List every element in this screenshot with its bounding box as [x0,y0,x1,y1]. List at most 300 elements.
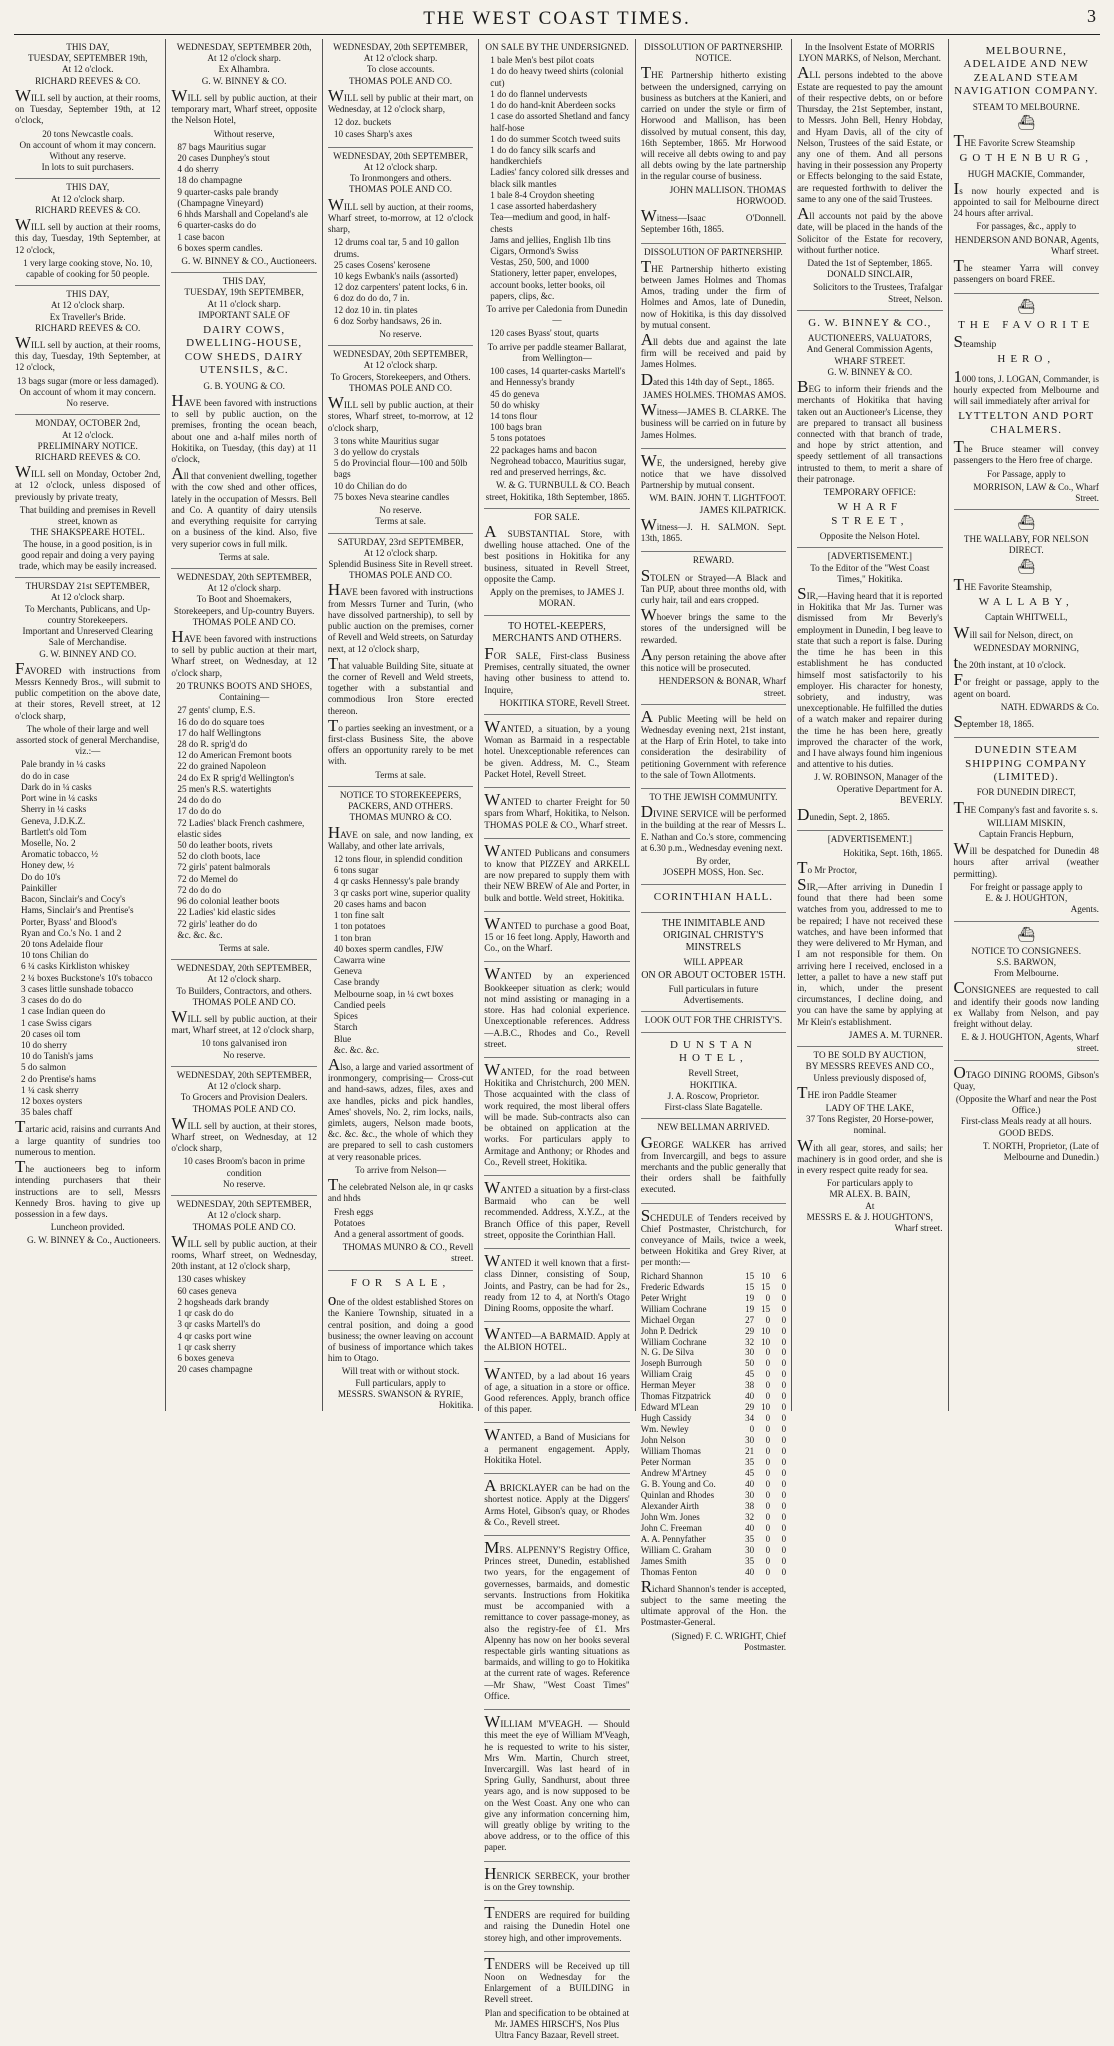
text-line: TO HOTEL-KEEPERS, MERCHANTS AND OTHERS. [492,620,622,644]
list-item: 17 do half Wellingtons [177,727,261,738]
text-line: To arrive per paddle steamer Ballarat, from Wellington— [487,341,627,363]
list-item: 20 cases Dunphey's stout [177,152,270,163]
text-line: HAVE been favored with instructions to sell by public auction, on the premises, fronting the ocean beach, about one and a-half miles north of Hokitika, on Tuesday, (this day) at 11 o'clock, [171,390,317,464]
text-line: NOTICE TO STOREKEEPERS, PACKERS, AND OTHERS. [339,789,462,812]
text-line: On account of whom it may concern. [19,386,156,397]
text-line: PRELIMINARY NOTICE. [37,440,138,451]
text-line: JOSEPH MOSS, Hon. Sec. [663,867,764,878]
text-line: HENRICK SERBECK, your brother is on the Grey township. [484,1863,630,1892]
tender-amount: 0 [781,1435,787,1446]
advertisement [641,552,786,704]
list-item: 6 doz Sorby handsaws, 26 in. [333,315,442,326]
tender-amount: 30 [745,1490,755,1501]
tender-name: William Thomas [640,1446,701,1457]
text-line: WILL sell by public auction, at their rooms, Wharf street, on Wednesday, 20th instant, at 12 o'clock sharp, [171,1231,317,1272]
advertisement [171,273,316,569]
list-item: 72 do Memel do [177,873,238,884]
advertisement [641,244,786,449]
advertisement [797,311,942,549]
text-line: ON SALE BY THE UNDERSIGNED. [485,42,629,52]
list-item: 27 gents' clump, E.S. [177,705,256,716]
list-item: And a general assortment of goods. [333,1229,464,1239]
list-item: 1 do do summer Scotch tweed suits [490,133,621,144]
list-item: Cawarra wine [333,954,386,965]
list-item: 130 cases whiskey [177,1274,246,1285]
masthead [14,0,1100,35]
list-item: 100 bags bran [490,422,542,433]
text-line: G. W. BINNEY & CO., Auctioneers. [181,255,317,266]
tender-name: Joseph Burrough [640,1358,702,1369]
item-list [484,55,629,302]
tender-name: John Wm. Jones [640,1512,700,1522]
tender-amount: 15 [761,1303,771,1314]
text-line: DAIRY COWS, DWELLING-HOUSE, COW SHEDS, DAIRY UTENSILS, &C. [184,324,304,377]
tender-name: Alexander Airth [640,1501,699,1512]
text-line: CONSIGNEES are requested to call and identify their goods now landing ex Wallaby from Nelson, and pay freight without delay. [953,978,1099,1029]
text-line: Agents. [1070,904,1099,915]
text-line: HOKITIKA. [689,1079,737,1090]
text-line: FOR DUNEDIN DIRECT, [976,787,1076,798]
text-line: The celebrated Nelson ale, in qr casks and hhds [327,1175,474,1204]
list-item: 1 case Indian queen do [21,1006,106,1017]
tender-amount: 0 [765,1512,771,1522]
text-line: MESSRS E. & J. HOUGHTON'S, [806,1211,933,1222]
tender-amount: 10 [761,1402,771,1413]
text-line: WILL APPEAR [683,956,744,967]
tender-amount: 10 [761,1270,771,1281]
text-line: STOLEN or Strayed—A Black and Tan PUP, about three months old, with curly hair, tail and ears cropped. [640,565,787,605]
list-item: 10 do Chilian do do [333,480,407,491]
text-line: WILL sell by auction, at their rooms, on Tuesday, September 19th, at 12 o'clock, [15,85,161,126]
text-line: WEDNESDAY, 20th SEPTEMBER, [333,150,468,161]
text-line: Opposite the Nelson Hotel. [819,531,920,542]
list-item: 1 ton bran [333,932,372,943]
text-line: WILL sell by auction, at their rooms, Wharf street, to-morrow, at 12 o'clock sharp, [327,194,474,235]
list-item: 22 packages hams and bacon [490,444,597,455]
text-line: WILL sell by public auction, at their mart, Wharf street, at 12 o'clock sharp, [171,1007,317,1036]
advertisement [484,1249,629,1322]
list-item: Geneva, J.D.K.Z. [21,815,86,826]
text-line: Captain WHITWELL, [984,612,1068,623]
text-line: DONALD SINCLAIR, [826,269,913,280]
text-line: No reserve. [222,1049,266,1060]
text-line: The steamer Yarra will convey passengers on board FREE. [953,256,1099,285]
advertisement [641,885,786,913]
list-item: 4 do sherry [177,164,219,175]
text-line: Is now hourly expected and is appointed to sail for Melbourne direct 24 hours after arrival. [953,178,1099,219]
text-line: Terms at sale. [375,769,426,780]
text-line: RICHARD REEVES & CO. [35,204,141,215]
text-line: WEDNESDAY MORNING, [973,642,1079,653]
tender-amount: 0 [765,1566,771,1577]
advertisement [484,1710,629,1862]
text-line: THIS DAY, [66,289,110,300]
text-line: To the Editor of the "West Coast Times," Hokitika. [810,562,930,584]
text-line: To Grocers and Provision Dealers. [180,1092,308,1103]
text-line: WILLIAM M'VEAGH. — Should this meet the eye of William M'Veagh, he is requested to write to his sister, Mrs Wm. Martin, Church street, Invercargill. Was last heard of in Spring Gully, Sandhurst, about three years ago, and is now supposed to be on the West Coast. Any one who can give any information concerning him, will greatly oblige by writing to the above address, or to the office of this paper. [484,1712,630,1853]
list-item: 5 do Provincial flour—100 and 50lb bags [333,458,468,480]
text-line: the 20th instant, at 10 o'clock. [953,653,1066,673]
advertisement [171,1067,316,1196]
text-line: G. B. YOUNG & CO. [203,380,285,391]
tender-amount: 10 [761,1336,771,1347]
list-item: 24 do do do [177,795,222,806]
advertisement [797,548,942,831]
text-line: For freight or passage apply to [969,881,1083,892]
list-item: 18 do champagne [177,175,243,186]
list-item: &c. &c. &c. [177,929,223,940]
list-item: 45 do geneva [490,388,540,399]
text-line: FOR SALE, [350,1276,451,1289]
tender-name: William Cochrane [640,1303,707,1314]
text-line: A Public Meeting will be held on Wednesday evening next, 21st instant, at the Harp of Erin Hotel, to take into consideration the desirability of petitioning Government with reference to the sale of Town Allotments. [640,706,787,780]
list-item: 6 boxes geneva [177,1352,235,1363]
table-row [641,1304,786,1315]
advertisement [954,39,1099,294]
text-line: WALLABY, [978,596,1074,608]
tender-name: Edward M'Lean [640,1402,699,1413]
tender-name: Peter Norman [640,1457,691,1468]
text-line: WEDNESDAY, 20th SEPTEMBER, [333,349,468,360]
text-line: At [865,1200,875,1211]
text-line: (Signed) F. C. WRIGHT, Chief Postmaster. [671,1630,787,1652]
list-item: 6 ¼ casks Kirkliston whiskey [21,961,130,972]
text-line: WANTED—A BARMAID. Apply at the ALBION HOTEL. [484,1324,630,1353]
text-line: On account of whom it may concern. [19,139,156,150]
tender-amount: 0 [781,1501,787,1512]
text-line: To Builders, Contractors, and others. [176,985,312,996]
list-item: 14 tons flour [490,411,538,421]
list-item: 2 hogsheads dark brandy [177,1296,270,1307]
advertisement [797,831,942,1047]
tender-amount: 29 [745,1325,755,1336]
table-row [641,1380,786,1391]
column-4 [479,39,635,2041]
text-line: BY MESSRS REEVES AND CO., [805,1061,934,1072]
item-list [15,759,160,1118]
text-line: Terms at sale. [375,516,426,527]
item-list [171,705,316,941]
list-item: Spices [333,1011,358,1022]
text-line: OTAGO DINING ROOMS, Gibson's Quay, [953,1062,1099,1091]
text-line: WILL sell by auction, at their stores, Wharf street, on Wednesday, at 12 o'clock sharp, [171,1113,317,1154]
text-line: CORINTHIAN HALL. [653,890,774,903]
tender-amount: 15 [745,1281,755,1292]
text-line: GEORGE WALKER has arrived from Invercargill, and begs to assure merchants and the public generally that their orders shall be faithfully executed. [640,1132,787,1195]
advertisement [328,534,473,787]
text-line: DISSOLUTION OF PARTNERSHIP. [644,246,783,257]
tender-amount: 0 [781,1446,787,1457]
text-line: GOOD BEDS. [998,1127,1054,1138]
advertisement [15,286,160,415]
advertisement [171,960,316,1067]
text-line: Steamship [953,332,997,351]
text-line: Will be despatched for Dunedin 48 hours after arrival (weather permitting). [953,839,1099,879]
tender-name: William C. Graham [640,1544,712,1555]
table-row [641,1523,786,1534]
item-list [171,1274,316,1375]
table-row [641,1413,786,1424]
text-line: THOMAS POLE AND CO. [192,1221,296,1232]
advertisement [328,346,473,533]
text-line: Terms at sale. [218,551,270,562]
tender-name: Wm. Newley [640,1424,689,1435]
text-line: TO THE JEWISH COMMUNITY. [649,792,778,803]
advertisement [328,787,473,1271]
text-line: No reserve. [66,398,109,409]
ship-icon: ⛴ [1017,516,1036,532]
list-item: Jams and jellies, English 1lb tins [490,234,611,245]
tender-amount: 32 [745,1512,755,1522]
tender-amount: 30 [745,1544,755,1555]
text-line: To close accounts. [366,64,435,75]
table-row [641,1402,786,1413]
list-item: 50 do leather boots, rivets [177,839,273,850]
advertisement [954,922,1099,1061]
text-line: To parties seeking an investment, or a first-class Business Site, the above offers an opportunity rarely to be met with. [327,715,474,767]
advertisement [641,913,786,1012]
list-item: do do in case [21,770,70,781]
list-item: 3 qr casks Martell's do [177,1319,261,1330]
advertisement [484,715,629,788]
text-line: FOR SALE. [534,511,580,522]
tender-amount: 30 [745,1435,755,1446]
text-line: TUESDAY, 19th SEPTEMBER, [184,287,304,298]
text-line: THE Favorite Screw Steamship [953,130,1075,150]
tender-name: John Nelson [640,1435,686,1446]
tender-amount: 0 [781,1281,787,1292]
list-item: 20 cases hams and bacon [333,898,427,909]
text-line: 20 TRUNKS BOOTS AND SHOES, [176,680,313,691]
text-line: Apply on the premises, to JAMES J. MORAN. [489,587,625,609]
table-row [641,1369,786,1380]
advertisement [15,39,160,179]
text-line: WILL sell by auction at their rooms, this day, Tuesday, 19th September, at 12 o'clock, [15,215,161,255]
text-line: W. & G. TURNBULL & CO. Beach street, Hokitika, 18th September, 1865. [485,480,630,502]
text-line: Without any reserve. [49,150,126,161]
text-line: No reserve. [379,329,422,340]
list-item: 6 quarter-casks do do [177,220,257,231]
text-line: LADY OF THE LAKE, [825,1102,914,1113]
advertisement [484,962,629,1058]
tender-name: Herman Meyer [640,1380,696,1391]
tender-amount: 34 [745,1413,755,1424]
tender-name: Thomas Fenton [640,1566,697,1577]
tender-name: Quinlan and Rhodes [640,1490,715,1501]
text-line: SIR,—After arriving in Dunedin I found that there had been some watches from you, addressed to me to be repaired; I have not received these watches, and have been informed that they were delivered to Mr Hyman, and I am not responsible for them. On arriving here I received, enclosed in a letter, a pallet to have a new staff put in, which, under the present circumstances, I decline doing, and you can have the same by applying at Mr Klein's establishment. [797,875,943,1027]
list-item: Negrohead tobacco, Mauritius sugar, red and preserved herrings, &c. [490,455,626,478]
text-line: WANTED, by a lad about 16 years of age, a situation in a store or office. Good references. Apply, branch office of this paper. [484,1363,630,1415]
advertisement [484,39,629,509]
table-row [641,1315,786,1326]
list-item: Stationery, letter paper, envelopes, account books, letter books, oil papers, clips, &c. [490,268,617,301]
text-line: HOKITIKA STORE, Revell Street. [499,697,630,708]
list-item: 120 cases Byass' stout, quarts [490,328,599,339]
text-line: THOMAS POLE AND CO. [192,1103,296,1114]
list-item: 1 bale 8-4 Croydon sheeting [490,189,595,200]
item-list [328,1207,473,1241]
text-line: Ex Traveller's Bride. [49,311,126,322]
advertisement [641,449,786,553]
table-row [641,1358,786,1369]
column-3 [323,39,479,1411]
list-item: Blue [333,1033,352,1044]
tender-amount: 0 [781,1479,787,1490]
list-item: 12 do American Fremont boots [177,750,292,761]
text-line: NOTICE TO CONSIGNEES. [971,945,1082,956]
tender-amount: 0 [765,1501,771,1512]
column-2 [166,39,322,1411]
tender-amount: 0 [765,1435,771,1446]
tender-amount: 27 [745,1314,755,1325]
list-item: Aromatic tobacco, ½ [21,849,99,860]
text-line: TEMPORARY OFFICE: [823,487,916,498]
list-item: Hams, Sinclair's and Prentise's [21,905,134,916]
advertisement [484,788,629,839]
text-line: G. W. BINNEY & Co., Auctioneers. [27,1235,161,1246]
list-item: 6 boxes sperm candles. [177,242,263,253]
text-line: Important and Unreserved Clearing Sale of Merchandise. [22,626,153,648]
tender-name: John C. Freeman [640,1522,702,1533]
table-row [641,1457,786,1468]
text-line: THURSDAY 21st SEPTEMBER, [25,581,150,592]
table-row [641,1282,786,1293]
text-line: WILL sell by public auction, at their temporary mart, Wharf street, opposite the Nelson Hotel, [171,85,317,126]
advertisement [484,616,629,715]
text-line: From Melbourne. [993,968,1059,979]
text-line: WANTED a situation by a first-class Barmaid who can be well recommended. Address, X.Y.Z., at the Branch Office of this paper, Revell street, opposite the Corinthian Hall. [484,1177,630,1240]
text-line: Captain Francis Hepburn, [978,829,1074,840]
tender-amount: 0 [765,1413,771,1424]
tender-amount: 32 [745,1336,755,1347]
text-line: GOTHENBURG, [959,152,1093,165]
text-line: Will treat with or without stock. [341,1366,460,1377]
text-line: Full particulars, apply to [355,1377,446,1388]
text-line: TO BE SOLD BY AUCTION, [813,1050,927,1061]
text-line: WANTED, for the road between Hokitika and Christchurch, 200 MEN. Those acquainted with the class of work required, the most liberal offers will be made. Sub-contracts also can be obtained on application at the works. For particulars apply to Armitage and Anthony; or Rhodes and Co., Revell street, Hokitika. [484,1060,630,1167]
text-line: The Bruce steamer will convey passengers to the Hero free of charge. [953,437,1099,466]
tender-name: James Smith [640,1555,687,1566]
list-item: Sherry in ¼ casks [21,804,87,815]
table-row [641,1271,786,1282]
text-line: 20 tons Newcastle coals. [42,128,134,139]
list-item: 1 case bacon [177,231,225,242]
text-line: [ADVERTISEMENT.] [827,551,912,562]
list-item: Vestas, 250, 500, and 1000 [490,257,590,268]
text-line: MRS. ALPENNY'S Registry Office, Princes street, Dunedin, established two years, for the engagement of governesses, barmaids, and domestic servants. Instructions from Hokitika must be accompanied with a remittance to cover passage-money, as also the registry-fee of £1. Mrs Alpenny has now on her books several respectable girls wanting situations as barmaids, and willing to go to Hokitika at the current rate of wages. Reference—Mr Shaw, "West Coast Times" Office. [484,1538,630,1701]
text-line: WANTED by an experienced Bookkeeper situation as clerk; would not mind assisting or managing in a store. Has had colonial experience. Unexceptionable references. Address—A.B.C., Rhodes and Co., Revell street. [484,964,630,1049]
list-item: 5 do salmon [21,1062,66,1073]
text-line: T. NORTH, Proprietor, (Late of Melbourne and Dunedin.) [982,1140,1099,1163]
tender-amount: 0 [765,1446,771,1457]
tender-amount: 0 [781,1457,787,1468]
list-item: Ryan and Co.'s No. 1 and 2 [21,927,122,938]
text-line: Will sail for Nelson, direct, on [953,622,1073,642]
tender-amount: 21 [745,1446,755,1457]
text-line: THOMAS POLE AND CO. [348,382,453,393]
text-line: E. & J. HOUGHTON, Agents, Wharf street. [961,1032,1099,1054]
text-line: THOMAS POLE AND CO. [192,616,296,627]
ship-icon: ⛴ [1017,927,1036,943]
tender-amount: 6 [781,1270,787,1281]
text-line: WEDNESDAY, 20th SEPTEMBER, [333,42,468,52]
text-line: WANTED it well known that a first-class Dinner, consisting of Soup, Joints, and Pastry, can be had for 2s., ready from 12 to 4, at North's Otago Dining Rooms, opposite the wharf. [484,1251,630,1313]
tender-amount: 0 [765,1544,771,1555]
text-line: Dated the 1st of September, 1865. [807,257,933,268]
list-item: Melbourne soap, in ¼ cwt boxes [333,988,454,999]
text-line: At 12 o'clock sharp. [207,974,281,985]
list-item: 75 boxes Neva stearine candles [333,491,450,502]
tender-amount: 0 [781,1336,787,1347]
list-item: 25 men's R.S. watertights [177,783,272,794]
tender-amount: 35 [745,1555,755,1566]
tender-amount: 35 [745,1533,755,1544]
text-line: THIS DAY, [66,182,110,193]
text-line: The auctioneers beg to inform intending purchasers that their instructions are to sell, Messrs Kennedy Bros. having to give up possession in a few days. [15,1157,161,1219]
text-line: All debts due and against the late firm will be received and paid by James Holmes. [640,330,787,370]
tender-amount: 0 [781,1512,787,1522]
advertisement [15,415,160,578]
text-line: Ex Alhambra. [218,64,270,75]
text-line: THE FAVORITE [958,318,1095,331]
table-row [641,1512,786,1523]
text-line: THE iron Paddle Steamer [797,1082,897,1102]
text-line: G. W. BINNEY & CO. [201,75,287,86]
item-list [328,237,473,327]
text-line: THE SHAKSPEARE HOTEL. [30,527,145,538]
text-line: WEDNESDAY, 20th SEPTEMBER, [176,963,312,974]
tender-amount: 0 [781,1380,787,1391]
text-line: WILLIAM MISKIN, [987,817,1066,828]
table-row [641,1337,786,1348]
text-line: Wharf street. [894,1223,943,1234]
column-1 [10,39,166,1411]
text-line: At 12 o'clock sharp. [363,53,438,64]
text-line: G. W. BINNEY & CO. [827,366,913,377]
list-item: Painkiller [21,882,57,893]
text-line: For particulars apply to [826,1178,913,1189]
tender-amount: 0 [765,1555,771,1566]
list-item: Dark do in ¼ casks [21,781,92,792]
tender-amount: 15 [745,1270,755,1281]
list-item: 1 do do flannel undervests [490,88,588,99]
text-line: Containing— [219,692,270,703]
text-line: To Grocers, Storekeepers, and Others. [330,371,471,382]
text-line: Also, a large and varied assortment of ironmongery, comprising— Cross-cut and hand-saws, adzes, files, axes and axe handles, picks and pick handles, Ames' shovels, No. 2, rim locks, nails, gimlets, augers, Nelson made boots, &c. &c. &c., the whole of which they are prepared to sell to cash customers at very reasonable prices. [327,1054,474,1162]
text-line: By order, [696,856,731,867]
list-item: 1 do do fancy silk scarfs and handkerchiefs [490,144,596,167]
text-line: At 12 o'clock sharp. [50,592,125,603]
list-item: Bacon, Sinclair's and Cocy's [21,894,126,905]
text-line: At 12 o'clock sharp. [207,53,281,64]
text-line: THOMAS MUNRO & CO., Revell street. [342,1242,474,1264]
text-line: FAVORED with instructions from Messrs Kennedy Bros., will submit to public competition on the above date, at their stores, Revell street, at 12 o'clock sharp, [15,658,161,721]
text-line: September 18, 1865. [953,711,1034,731]
tender-name: Andrew M'Artney [640,1468,707,1479]
table-row [641,1490,786,1501]
tender-amount: 38 [745,1380,755,1391]
text-line: DISSOLUTION OF PARTNERSHIP. [644,42,783,52]
list-item: Geneva [333,966,362,977]
text-line: TENDERS are required for building and raising the Dunedin Hotel one storey high, and other improvements. [484,1903,630,1943]
tender-table [641,1271,786,1578]
list-item: 12 tons flour, in splendid condition [333,854,463,864]
advertisement [484,1058,629,1176]
text-line: HAVE been favored with instructions from Messrs Turner and Turin, (who have dissolved partnership), to sell by public auction on the premises, corner of Revell and Weld streets, on Saturday next, at 12 o'clock sharp, [327,580,474,654]
tender-amount: 0 [781,1424,787,1435]
tender-name: Hugh Cassidy [640,1413,692,1424]
text-line: At 12 o'clock sharp. [50,193,125,204]
